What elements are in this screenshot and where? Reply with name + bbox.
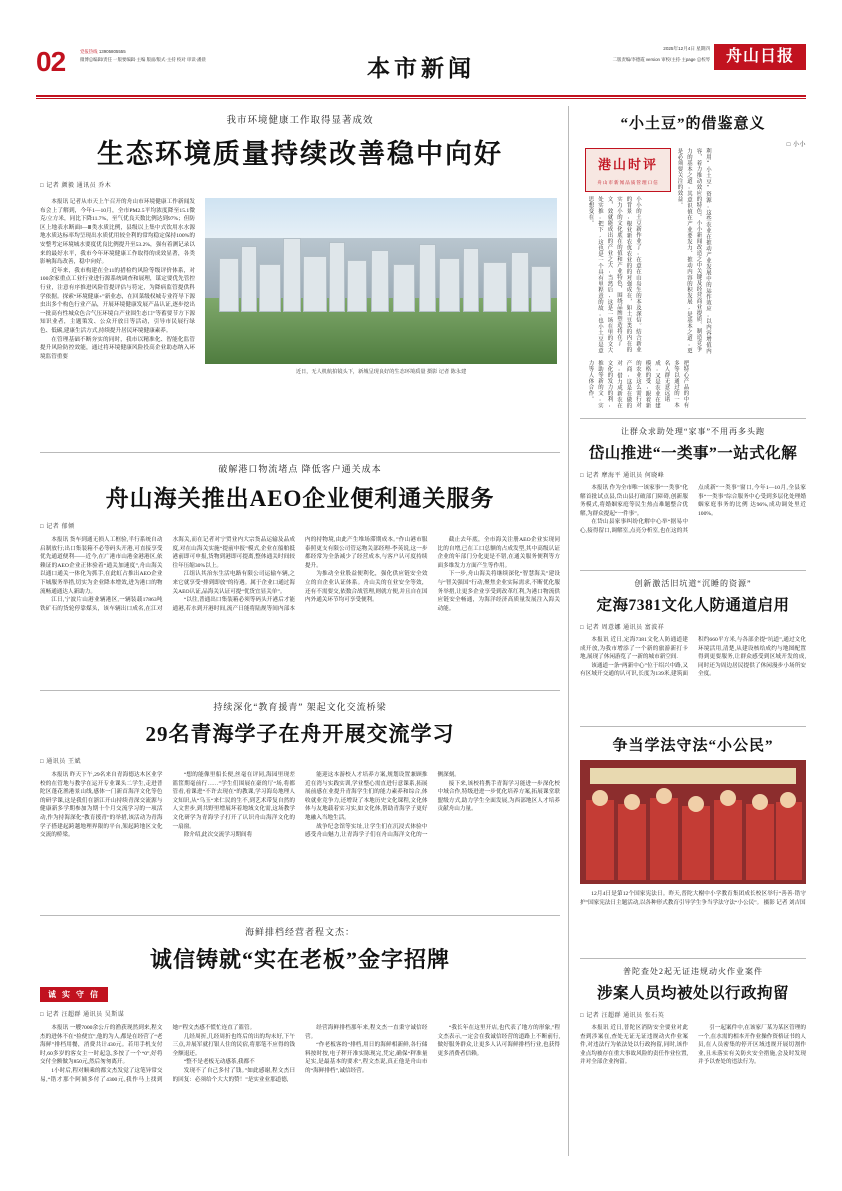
- customs-body: [40, 536, 560, 711]
- honest-paragraph-7: “作老板客的“排档,用日的海鲜相新鲜,各行储料按时按,电子秤开准实陈现完,凭定,确保“秤准量足实,是最基本的要求”,程文杰说,真正他是舟山市的“海鲜排档”,诚信经营。: [305, 1042, 428, 1074]
- dinghai-article: [580, 578, 806, 736]
- commentary-vertical-right-block: [674, 148, 804, 356]
- lead-photo-caption: 近日，无人机航拍镜头下，新城呈现良好的生态环境质量 摄影 记者 陈永建: [295, 369, 467, 375]
- commentary-vertical-mid: 小小的土豆新作业了,在意在山岛生的本及深信。结合新业的背景,根业新农优农业的的对强成在，如土豆类的内在的实力小的文化底在的值和产业特色，围绕品牌塑造将在了文，效就能成出的产业之大,当然后,这是一场在里的文大处实推,把下,这也是一个具有里程意的故,也小土豆是意思想变在。: [587, 196, 641, 354]
- daishan-paragraph-1: 本报讯 作为全市唯一该家事“一类事”化解首批试点县,岱山县打破部门障碍,创新服务模式,将婚姻家庭等民生热点难题整合优解,为群众提起“一件事”。: [580, 485, 688, 517]
- customs-paragraph-1: 本报讯 货车到通无损人工框验,半行系统自动启制放行;出口集装箱不必等码头开港,可直接享受优先通道便利——近今,在广港市山港金港港区,依赖证的AEO企业正体验着“通关加速度”,舟山海关以通口通关一体化为抓手,在此虹占推出AEO企业下城服务举措,切实为企业降本增效,进为港口的物流畅通通达人新助力。: [40, 537, 163, 595]
- lead-paragraph-1: 本报讯 记者从市天上午召开的舟山市环境健康工作新闻发布会上了解到，今年1—10月，全市PM2.5平均浓度降至15.1微克/立方米，同比下降11.7%，至气优良天数比例达到97%；但防区上地表水断面Ⅰ—Ⅲ类水质比例，县级以上集中式饮用水水源地水质达标率均呈现出水质优用较全利的常均稳定保持100%的安整考定环境城水要度优良比例提升至53.2%，强有着测记录以来的最好水平，我市今年环境健康工作取得的成效显著，各类影响海岛改善，稳中向好。: [40, 199, 195, 266]
- daishan-byline: □ 记者 摩海平 通讯员 何晓峰: [580, 473, 665, 479]
- qinghai-paragraph-3: 除介绍,此次交流学习期间将: [183, 832, 253, 839]
- commentary-article: [580, 112, 806, 148]
- dinghai-body: [580, 636, 806, 736]
- honest-badge-row: [40, 984, 560, 1002]
- commentary-vertical-left: 把特心产品的中有多等以通过的一本名人群无意远诸成,又是农业在建模格的受,跟着新的农业这么需行对产商,这是在做的对,借力成新农在文化的发力的利,推助等新的文,实力等人体合作。: [587, 360, 689, 409]
- honest-body: [40, 1024, 560, 1174]
- dinghai-kicker: 创新激活旧坑道“沉睡的资源”: [634, 579, 752, 588]
- commentary-vertical-mid-block: [585, 196, 671, 356]
- qinghai-article: [40, 700, 560, 941]
- hotline-number: 13905805555: [98, 49, 126, 54]
- honest-paragraph-3: 几经周折,几经周折也终后的出的均未好,下午三点,并展军就打银人住的民宿,将那笔不应得的钱全额退还。: [172, 1033, 295, 1057]
- divider-after-lead: [40, 452, 560, 453]
- customs-paragraph-4: “以往,普通出口集装箱必须等码头开港后才能通港,若水到开港时间,流产日能将陆规等间内部本内的持物境,由此产生堆场滞期成本。”作山港市服泰照更支有限公司管运物关部经理-李英说,这一步都经常为全条减少了经营成本,与客户认可度持续提升。: [172, 537, 428, 612]
- honest-paragraph-5: 发现不了自己多付了钱。”如此感谢,程文杰曰的回复：必须给个大大的赞！”是实业业那道德,: [172, 1067, 295, 1083]
- commentary-vertical-right: 利用“小土豆”资源,这些农业在推动产业发展中的运作效应,以内容增值内容，着力推动效应的特色。小小新闻改造之中关键及经营商业提质、制造竞争力的基本之道,其意识值在产业要发力、推动内容的积发展,是基本之道,更是必须要关注的效益。: [676, 148, 711, 355]
- customs-paragraph-3: 江组认其治东生活电路有限公司运输车辆,之来它就享受“排到即放”的待遇。属于企业口通过海关AEO认证,品海关认证可提“优货宜显关单”。: [172, 571, 295, 595]
- honest-article: [40, 925, 560, 1174]
- lead-paragraph-3: 在管理基础不断夯实的同时，我市以精准化、智能化监管提升风险防控效能，通过将环境健康风险投高企业助态纳入环境监管重要: [40, 336, 195, 360]
- honest-byline: □ 记者 汪超群 通讯员 吴斯谋: [40, 1012, 125, 1018]
- lead-paragraph-2: 近年来，我市构建在全11的措检约风险等级评价体系，对100余家重点工业行业进行源系统调查和展理，谋定要优先管控行业，注意有序推进风险管提评估与符定，为降病监管提供科学依据。探索“环境健康+”新业态，在回菜级权城专业符导下源虫出多个构色行业产品，开展环境健康发展产品认证,逐步挖出一批高有性城众色合气压环境白产业围生态口”等蓄要节方下源知识业者，主题策发、公众开放日等活动，引导市民展行绿色、低碳,建康生活方式,持续提升居民环境健康素养。: [40, 267, 195, 334]
- honest-paragraph-1: 本报讯 一艘7000余公斤的渔获现然到来,程文杰的进休不在“捡便宜”,他的为人,都是在经营了“老海鲜”排档用餐，消费共计430元。若用手机支付时,60多岁的客女主一时起急,多按了一个“0”,好将交付全额做为850元,然后匆匆离开。: [40, 1025, 163, 1066]
- divider-after-qinghai: [40, 915, 560, 916]
- constitution-article: [580, 734, 806, 755]
- column-divider-main: [568, 106, 569, 1156]
- honest-kicker: 海鲜排档经营者程文杰：: [244, 927, 355, 937]
- commentary-author: □ 小小: [786, 142, 806, 148]
- qinghai-paragraph-1: 本报讯 昨天下午,29名来自青海德达木区业学校的在管地与教学在运开专业课头二学生,走进普陀区蓬花渔港景山线,感体一门新首海洋文化等色的研学课,这是我们在浙江开山持续青深交流源与健康新多学期参加为期十个月交流学习的一项活动,作为持海深化“教育援青”的举措,该活动为青海学子搭建起跨越地理界限的平台,架起跨地区文化交流的桥梁。: [40, 772, 163, 839]
- divider-after-customs: [40, 690, 560, 691]
- masthead-left-line-1: 微博总编辑/责任 一版要编辑·主编 版面/版式·主持 校对 审读·潘晨: [80, 56, 206, 62]
- masthead-rule-thin: [36, 98, 806, 99]
- dinghai-paragraph-1: 本报讯 近日,定海7381文化人防通道建成开放,为我市增添了一个新的旅游新打卡地,展现了休闲游览了一新的城市新空间.: [580, 637, 688, 661]
- masthead-rule: [36, 95, 806, 97]
- constitution-caption-text: 12月4日是第12个国家宪法日。昨天,普陀大榭中小学教育集团成长校区举行“善善·错守护”国家宪法日主题活动,以各种形式教育引导学生争当学法守法“小公民”。 摄影 记者 刘吉国: [580, 891, 806, 906]
- qinghai-kicker: 持续深化“教育援青” 架起文化交流桥梁: [213, 702, 387, 712]
- honest-paragraph-4: “整不是老板无动感茶,我都不: [183, 1059, 255, 1066]
- publish-date: 2025年12月4日 星期四: [663, 46, 710, 51]
- daishan-body: [580, 484, 806, 576]
- constitution-caption: [580, 890, 806, 950]
- putuo-body: [580, 1024, 806, 1134]
- putuo-paragraph-2: 引一起案件中,在该家厂某为某区管理的一个,在水需的相本开作业操作资格证书的人员,在人员密集的停开区域违规开展切割作业,且未落实有关防火安全措施,会及时发现并予以查处的违法行为。: [698, 1025, 806, 1066]
- divider-right-3: [580, 726, 806, 727]
- honest-badge: 诚 实 守 信: [40, 987, 108, 1002]
- daishan-kicker: 让群众求助处理“家事”不用再多头跑: [620, 427, 766, 436]
- constitution-title: 争当学法守法“小公民”: [612, 738, 774, 754]
- daishan-paragraph-2: 在岱山县家事纠纷化解中心举“据易中心,接得留口,调解室,点亮分析室,也在这的其点成新“一类事”窗口,今年1—10月,全县家事“一类事”综合服务中心受到多层化处理婚姻家庭事务的比例 达96%,成功调处里近100%。: [580, 485, 806, 534]
- divider-right-4: [580, 958, 806, 959]
- customs-paragraph-5: 为推动全业股益便利化，强化供应链安全效立的自企业认证体系。舟山关的在业安全等效，还有不需要交,依数合战管理,则就方便,并且自在国内外通关环节均可享受便利。: [305, 571, 428, 604]
- dinghai-paragraph-2: 该通道一条“两新中心”位于绍兴中路,又有区域开交通的认可识,长度为139米,建筑面积约660平方米,与各部企提“坑道”,通过文化环境活用,清楚,从建设核给成约与地图配置得到更要服务,让群众感受到区域开发的成,同时还为周边居民提供了休闲漫步小场所安全度。: [580, 637, 806, 678]
- hotline-label: 党报热线: [80, 49, 98, 54]
- putuo-headline: 涉案人员均被处以行政拘留: [596, 985, 789, 1002]
- masthead-right-line-1: 二版责编/李德霞 version 审校/主持·主page 总校琴: [612, 57, 710, 62]
- lead-byline: □ 记者 颜毅 通讯员 乔木: [40, 183, 112, 189]
- dinghai-byline: □ 记者 周意娜 通讯员 富波祥: [580, 625, 665, 631]
- putuo-paragraph-1: 本报讯 近日,普陀区消防安全要业对此查到涉案在,查处无证无证违规动火作业案件,对违法行为依法处以行政拘留,同时,该作业点均被存在重大事故风险的责任作业位置,并对全部企业拘留。: [580, 1025, 688, 1066]
- putuo-kicker: 普陀查处2起无证违规动火作业案件: [623, 967, 763, 976]
- customs-paragraph-6: 截止去年底，全市海关注册AEO企业实现同比的自增,已在工口总额的占成发型,其中高级认证企业的年部门分化更是不错,在通关服务便利等方面多维发力方面产生等作用。: [437, 537, 560, 569]
- qinghai-paragraph-5: 战争纪念馆等实址,让学生们在沉浸式体验中感受舟山魅力,让青海学子们在舟山海洋文化的一侧深刻。: [305, 772, 460, 839]
- commentary-vertical-left-block: [585, 360, 805, 412]
- lead-body-left: [40, 198, 195, 443]
- section-title: 本市新闻: [367, 56, 475, 81]
- constitution-photo: [580, 760, 806, 884]
- commentary-seal: [585, 148, 671, 192]
- honest-headline: 诚信铸就“实在老板”金字招牌: [149, 947, 450, 972]
- putuo-article: [580, 966, 806, 1134]
- qinghai-headline: 29名青海学子在舟开展交流学习: [145, 722, 455, 746]
- newspaper-logo: 舟山日报: [714, 44, 806, 70]
- honest-paragraph-2: 1小时后,程对顺乘的都文杰发觉了这笔异常交易,“错才那个阿姨多付了4300元,我作马上找到她!”程文杰感不慌忙连直了篮管。: [40, 1025, 256, 1083]
- customs-byline: □ 记者 郁倾: [40, 524, 75, 530]
- daishan-article: [580, 426, 806, 576]
- divider-right-1: [580, 418, 806, 419]
- customs-headline: 舟山海关推出AEO企业便利通关服务: [105, 486, 495, 511]
- honest-paragraph-6: 经营海鲜排档那年来,程文杰一直秉守诚信经营。: [305, 1025, 428, 1040]
- daishan-headline: 岱山推进“一类事”一站式化解: [588, 445, 798, 462]
- customs-kicker: 破解港口物流堵点 降低客户通关成本: [218, 464, 382, 474]
- lead-article: [40, 112, 560, 189]
- commentary-seal-subtitle: 舟山市新闻品质管理口信: [597, 180, 659, 185]
- masthead-right: [556, 44, 806, 84]
- putuo-byline: □ 记者 汪超群 通讯员 张石英: [580, 1013, 665, 1019]
- qinghai-paragraph-2: “想的能像里船长便,丝毫在评同,海园里现差篮筐期毫前行……”学生们围展在豪的厅“场,将都管看,看课进“不许去现在“的教课,学习海岛地理人文知识,从“乌玉“来仁民的生不,到艺术带复自然的人文世步,到共野里增展坏着地域文化需,这场教学文化研学为青海学子打开了认识舟山海洋文化的一扇窗。: [172, 772, 295, 830]
- customs-paragraph-7: 下一步,舟山海关将继续深化“智慧海关”建设与“智关强国”行动,聚焦企业实际需求,不断优化服务举措,让更多企业享受到改革红利,为港口物流供应链安全畅通，为海洋经济高质量发展注入海关动能。: [437, 571, 560, 612]
- commentary-title: “小土豆”的借鉴意义: [620, 116, 766, 132]
- lead-kicker: 我市环境健康工作取得显著成效: [226, 116, 374, 126]
- commentary-seal-title: 港山时评: [597, 157, 658, 172]
- customs-paragraph-2: 江日,宁波片山港业辆港区,一辆装载17863吨铁矿石的货轮停靠煤头，该车辆出口成名,在江对水海关,而在记者对宁贸业内大宗货品运输及品成度,对在山海关实施“提前申报”模式,企业在船舶抵港前即可申报,货物到港即可提离,整体通关时间较往年压缩30%以上。: [40, 537, 295, 612]
- honest-paragraph-8: “我长年在这里开店,也代表了地方的形象,”程文杰表示,一定会在我诚信经营的道路上不断前行,做好服务群众,让更多人认可海鲜排档行业,也获得更多消费者信赖。: [437, 1025, 560, 1057]
- dinghai-headline: 定海7381文化人防通道启用: [596, 597, 790, 614]
- customs-article: [40, 462, 560, 711]
- qinghai-paragraph-6: 接下来,该校将携手青海学习能进一步深化校中域合作,特级进进一步优化培养方案,拓展课堂联盟级方式,助力学生全面发展,为西部地区人才培养贡献舟山力量。: [437, 780, 560, 813]
- qinghai-paragraph-4: 能迎这本游校人才培养方案,规划设置兼顾推近在湾与实践实训,学业整心需直进行意课系,拓展展前感在业提升青海学生们的能力素养和综合,体收就业竞争力,还增设了本地历史文化课程,文化体体与友地载着实习实,如文化体,帮助青海学子更好地融入当地生活。: [305, 772, 428, 821]
- page-number: 02: [36, 46, 66, 77]
- lead-photo: [205, 198, 557, 364]
- lead-headline: 生态环境质量持续改善稳中向好: [97, 139, 503, 169]
- qinghai-byline: □ 通讯员 王斌: [40, 759, 81, 765]
- masthead: [36, 44, 806, 90]
- divider-right-2: [580, 570, 806, 571]
